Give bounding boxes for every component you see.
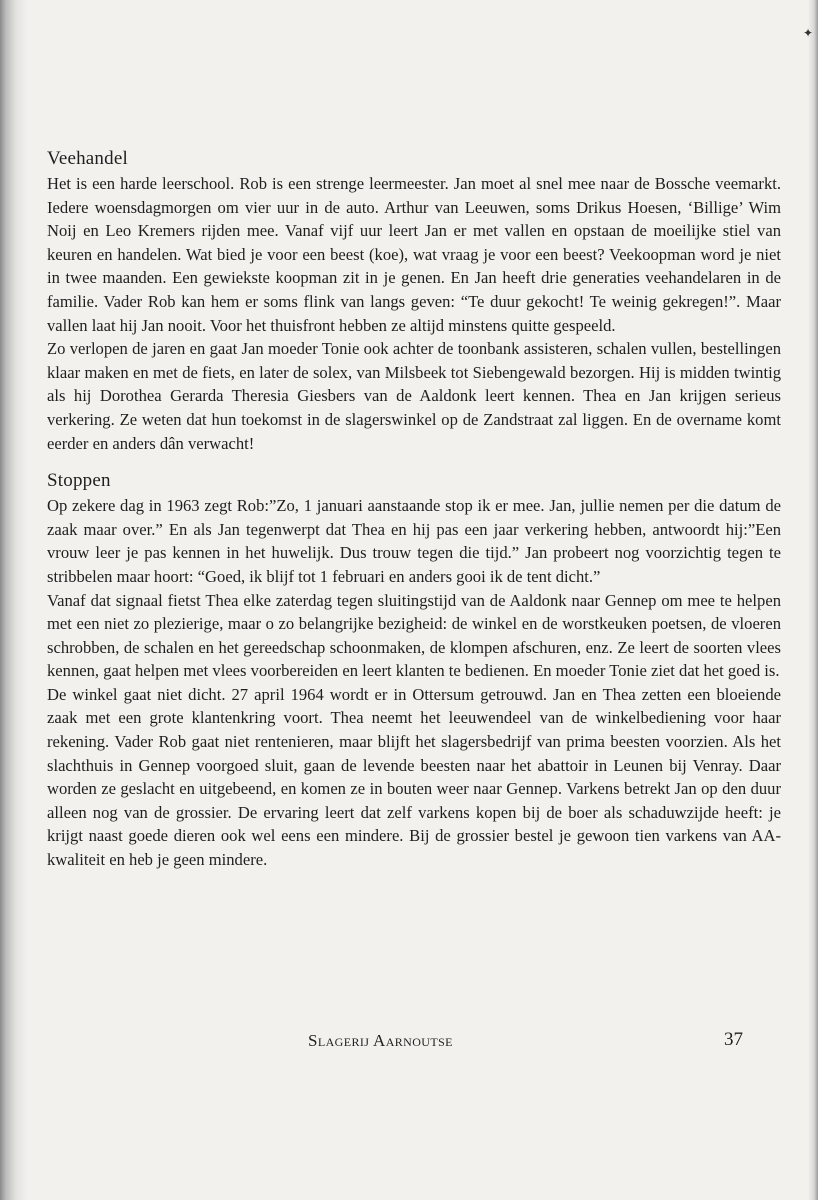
paragraph: Op zekere dag in 1963 zegt Rob:”Zo, 1 januari aanstaande stop ik er mee. Jan, jullie nemen per die datum de zaak maar over.” En als Jan tegenwerpt dat Thea en hij pas een jaar verkering hebben, antwoordt hij:”Een vrouw leer je pas kennen in het huwelijk. Dus trouw tegen die tijd.” Jan probeert nog voorzichtig tegen te stribbelen maar hoort: “Goed, ik blijf tot 1 februari en anders gooi ik de tent dicht.”: [47, 496, 781, 586]
page-footer: [0, 1031, 818, 1061]
running-footer-title: Slagerij Aarnoutse: [308, 1031, 453, 1050]
page-number: 37: [724, 1029, 743, 1050]
paragraph: Zo verlopen de jaren en gaat Jan moeder Tonie ook achter de toonbank assisteren, schalen vullen, bestellingen klaar maken en met de fiets, en later de solex, van Milsbeek tot Siebengewald bezorgen. Hij is midden twintig als hij Dorothea Gerarda Theresia Giesbers van de Aaldonk leert kennen. Thea en Jan krijgen serieus verkering. Ze weten dat hun toekomst in de slagerswinkel op de Zandstraat zal liggen. En de overname komt eerder en anders dân verwacht!: [47, 339, 781, 453]
paragraph: De winkel gaat niet dicht. 27 april 1964 wordt er in Ottersum getrouwd. Jan en Thea zetten een bloeiende zaak met een grote klantenkring voort. Thea neemt het leeuwendeel van de winkelbediening voor haar rekening. Vader Rob gaat niet rentenieren, maar blijft het slagersbedrijf van prima beesten voorzien. Als het slachthuis in Gennep voorgoed sluit, gaan de levende beesten naar het abattoir in Leunen bij Venray. Daar worden ze geslacht en uitgebeend, en komen ze in bouten weer naar Gennep. Varkens betrekt Jan op den duur alleen nog van de grossier. De ervaring leert dat zelf varkens kopen bij de boer als schaduwzijde heeft: je krijgt naast goede dieren ook wel eens een mindere. Bij de grossier bestel je gewoon tien varkens van AA-kwaliteit en heb je geen mindere.: [47, 684, 781, 870]
corner-mark: ✦: [803, 26, 814, 40]
binding-shadow: [0, 0, 28, 1200]
paragraph: Het is een harde leerschool. Rob is een strenge leermeester. Jan moet al snel mee naar de Bossche veemarkt. Iedere woensdagmorgen om vier uur in de auto. Arthur van Leeuwen, soms Drikus Hoesen, ‘Billige’ Wim Noij en Leo Kremers rijden mee. Vanaf vijf uur leert Jan er met vallen en opstaan de moeilijke stiel van keuren en handelen. Wat bied je voor een beest (koe), wat vraag je voor een beest? Veekoopman word je niet in twee maanden. Een gewiekste koopman zit in je genen. En Jan heeft drie generaties veehandelaren in de familie. Vader Rob kan hem er soms flink van langs geven: “Te duur gekocht! Te weinig gekregen!”. Maar vallen laat hij Jan nooit. Voor het thuisfront hebben ze altijd minstens quitte gespeeld.: [47, 174, 781, 335]
page-edge: [808, 0, 818, 1200]
section-heading: Veehandel: [47, 148, 128, 169]
paragraph: Vanaf dat signaal fietst Thea elke zaterdag tegen sluitingstijd van de Aaldonk naar Gennep om mee te helpen met een niet zo plezierige, maar o zo belangrijke bezigheid: de winkel en de worstkeuken poetsen, de vloeren schrobben, de schalen en het gereedschap schoonmaken, de klompen afschuren, enz. Ze leert de soorten vlees kennen, gaat helpen met vlees voorbereiden en leert klanten te bedienen. En moeder Tonie ziet dat het goed is.: [47, 590, 781, 681]
section-veehandel: [47, 148, 781, 455]
page-content: [47, 148, 781, 872]
section-stoppen: [47, 470, 781, 872]
section-heading: Stoppen: [47, 470, 111, 492]
